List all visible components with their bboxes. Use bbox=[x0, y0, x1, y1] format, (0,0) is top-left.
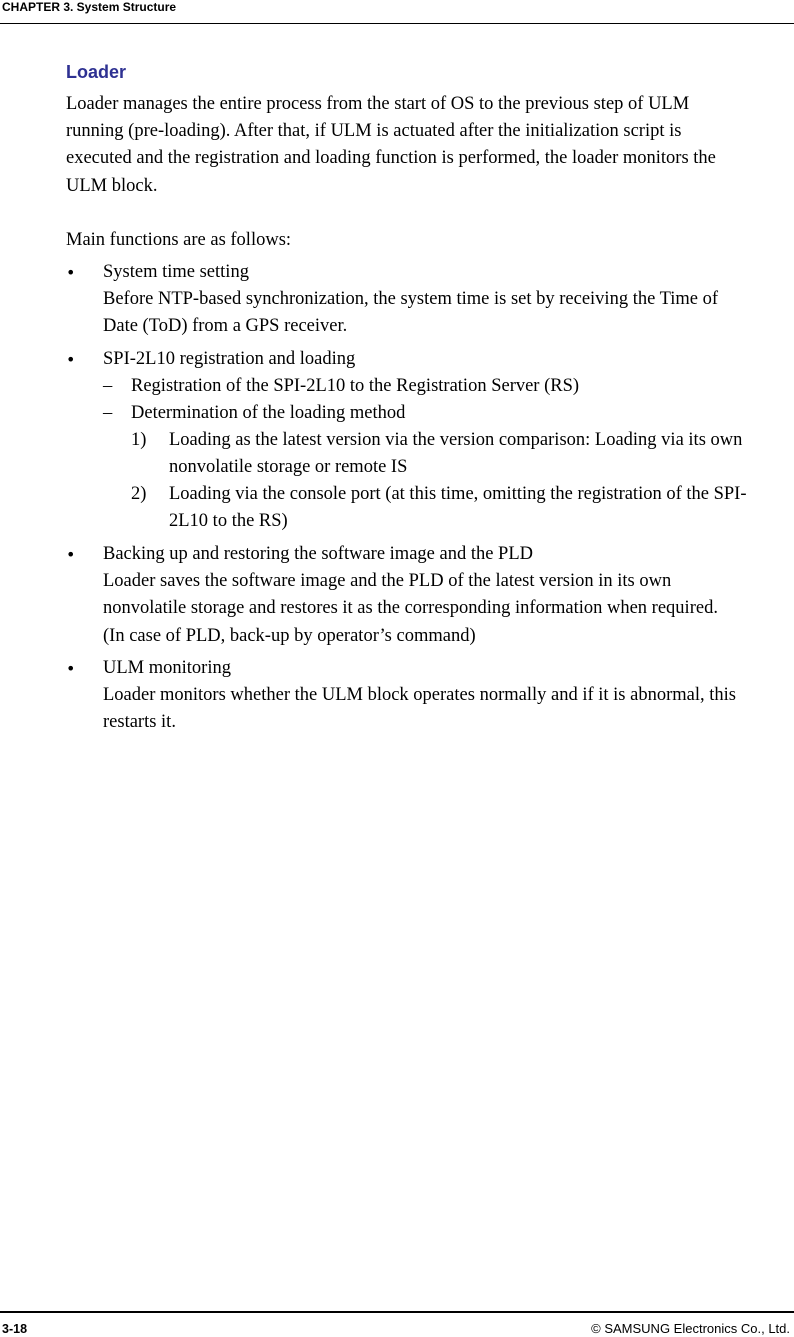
page-footer bbox=[0, 1311, 794, 1336]
main-functions-label: Main functions are as follows: bbox=[66, 230, 292, 250]
item-text: nonvolatile storage and restores it as the corresponding information when required. bbox=[103, 598, 718, 619]
item-text: Loader monitors whether the ULM block operates normally and if it is abnormal, this bbox=[103, 685, 736, 706]
intro-paragraph bbox=[66, 91, 786, 200]
bullet-icon: • bbox=[66, 545, 76, 564]
item-text: (In case of PLD, back-up by operator’s command) bbox=[103, 625, 476, 646]
numbered-text: nonvolatile storage or remote IS bbox=[169, 457, 408, 478]
dash-icon: – bbox=[103, 403, 113, 423]
subitem-text: Registration of the SPI-2L10 to the Registration Server (RS) bbox=[131, 376, 580, 396]
copyright-text: © SAMSUNG Electronics Co., Ltd. bbox=[591, 1321, 790, 1336]
list-item-registration bbox=[103, 346, 793, 373]
chapter-title: CHAPTER 3. System Structure bbox=[2, 0, 177, 14]
number-marker: 1) bbox=[131, 430, 147, 450]
item-text: restarts it. bbox=[103, 712, 176, 733]
list-item-system-time bbox=[103, 259, 793, 341]
bullet-icon: • bbox=[66, 659, 76, 678]
number-marker: 2) bbox=[131, 484, 147, 504]
item-text: Loader saves the software image and the PLD of the latest version in its own bbox=[103, 571, 672, 592]
item-title: ULM monitoring bbox=[103, 658, 231, 678]
section-title: Loader bbox=[66, 62, 127, 82]
page-header bbox=[0, 0, 794, 24]
numbered-item bbox=[169, 427, 742, 481]
item-title: SPI-2L10 registration and loading bbox=[103, 349, 356, 369]
page-number: 3-18 bbox=[2, 1322, 28, 1336]
dash-icon: – bbox=[103, 376, 113, 396]
item-title: Backing up and restoring the software image and the PLD bbox=[103, 544, 534, 564]
subitem-text: Determination of the loading method bbox=[131, 403, 406, 423]
intro-line: executed and the registration and loading function is performed, the loader monitors the bbox=[66, 148, 716, 169]
numbered-text: 2L10 to the RS) bbox=[169, 511, 288, 532]
list-item-ulm-monitoring bbox=[103, 655, 793, 737]
item-text: Date (ToD) from a GPS receiver. bbox=[103, 316, 348, 337]
bullet-icon: • bbox=[66, 350, 76, 369]
list-item-backup bbox=[103, 541, 793, 650]
numbered-text: Loading via the console port (at this time, omitting the registration of the SPI- bbox=[169, 484, 747, 504]
numbered-item bbox=[169, 481, 747, 535]
intro-line: ULM block. bbox=[66, 175, 158, 196]
intro-line: Loader manages the entire process from the start of OS to the previous step of ULM bbox=[66, 94, 690, 114]
item-title: System time setting bbox=[103, 262, 249, 282]
bullet-icon: • bbox=[66, 263, 76, 282]
numbered-text: Loading as the latest version via the version comparison: Loading via its own bbox=[169, 430, 743, 450]
intro-line: running (pre-loading). After that, if ULM is actuated after the initialization script is bbox=[66, 121, 682, 142]
item-text: Before NTP-based synchronization, the system time is set by receiving the Time of bbox=[103, 289, 719, 310]
